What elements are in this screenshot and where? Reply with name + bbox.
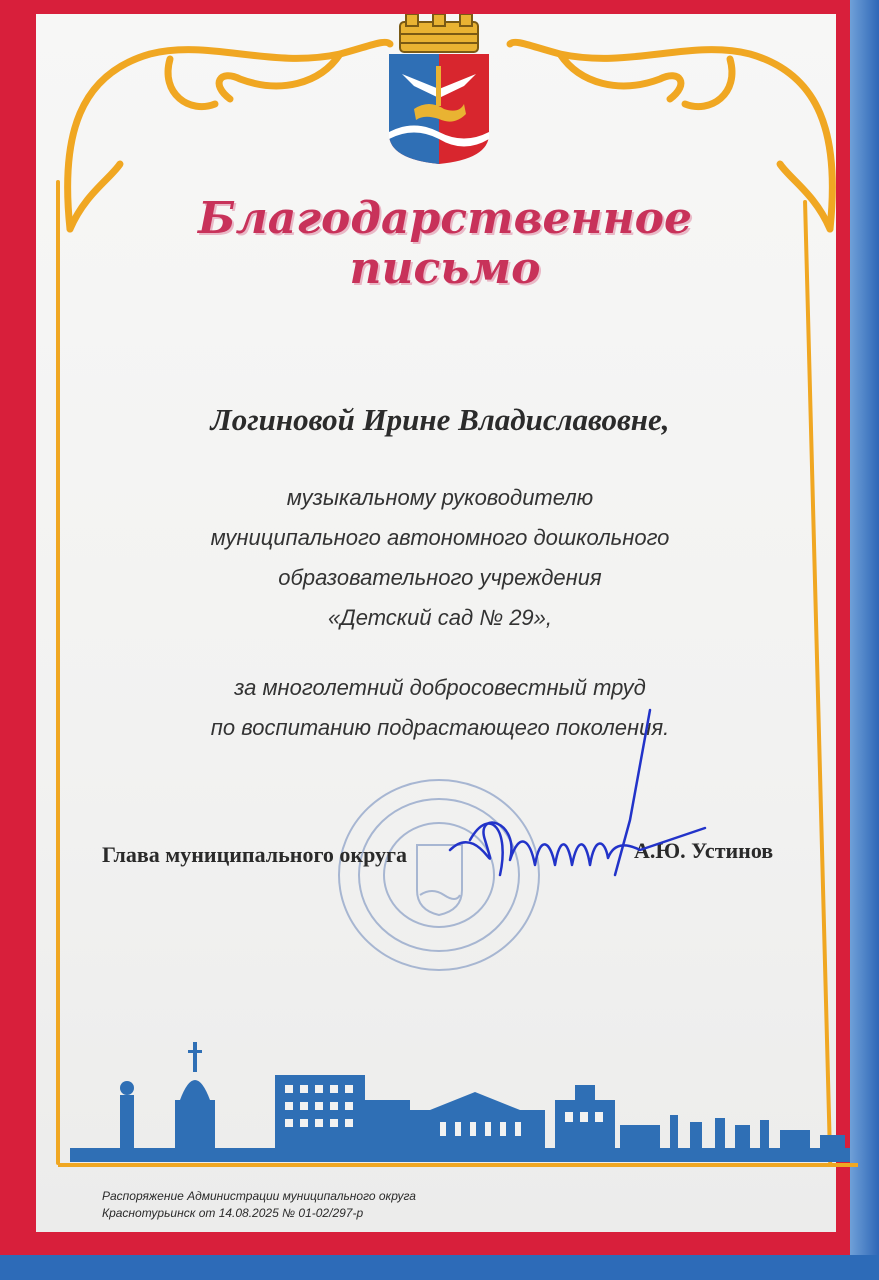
signature-icon [440, 700, 710, 900]
signer-name: А.Ю. Устинов [634, 838, 774, 863]
coat-of-arms-icon [384, 14, 494, 164]
footer-line: Распоряжение Администрации муниципального округа [102, 1189, 416, 1203]
title-line-1: Благодарственное [197, 193, 692, 244]
position-description [130, 478, 750, 638]
signer-title: Глава муниципального округа [102, 842, 408, 867]
reason-line: за многолетний добросовестный труд [234, 675, 646, 700]
footer-decree [102, 1188, 702, 1222]
city-skyline-icon [70, 1030, 850, 1165]
blue-background-bottom [0, 1255, 879, 1280]
title-line-2: письмо [349, 243, 541, 294]
reason-line: по воспитанию подрастающего поколения. [210, 715, 670, 740]
inner-frame-left [56, 180, 60, 1165]
footer-line: Краснотурьинск от 14.08.2025 № 01-02/297-р [102, 1206, 364, 1220]
position-line: музыкальному руководителю [286, 485, 594, 510]
document-title [180, 195, 710, 293]
position-line: образовательного учреждения [278, 565, 602, 590]
position-line: «Детский сад № 29», [327, 605, 553, 630]
position-line: муниципального автономного дошкольного [210, 525, 670, 550]
recipient-name: Логиновой Ирине Владиславовне, [210, 402, 670, 437]
